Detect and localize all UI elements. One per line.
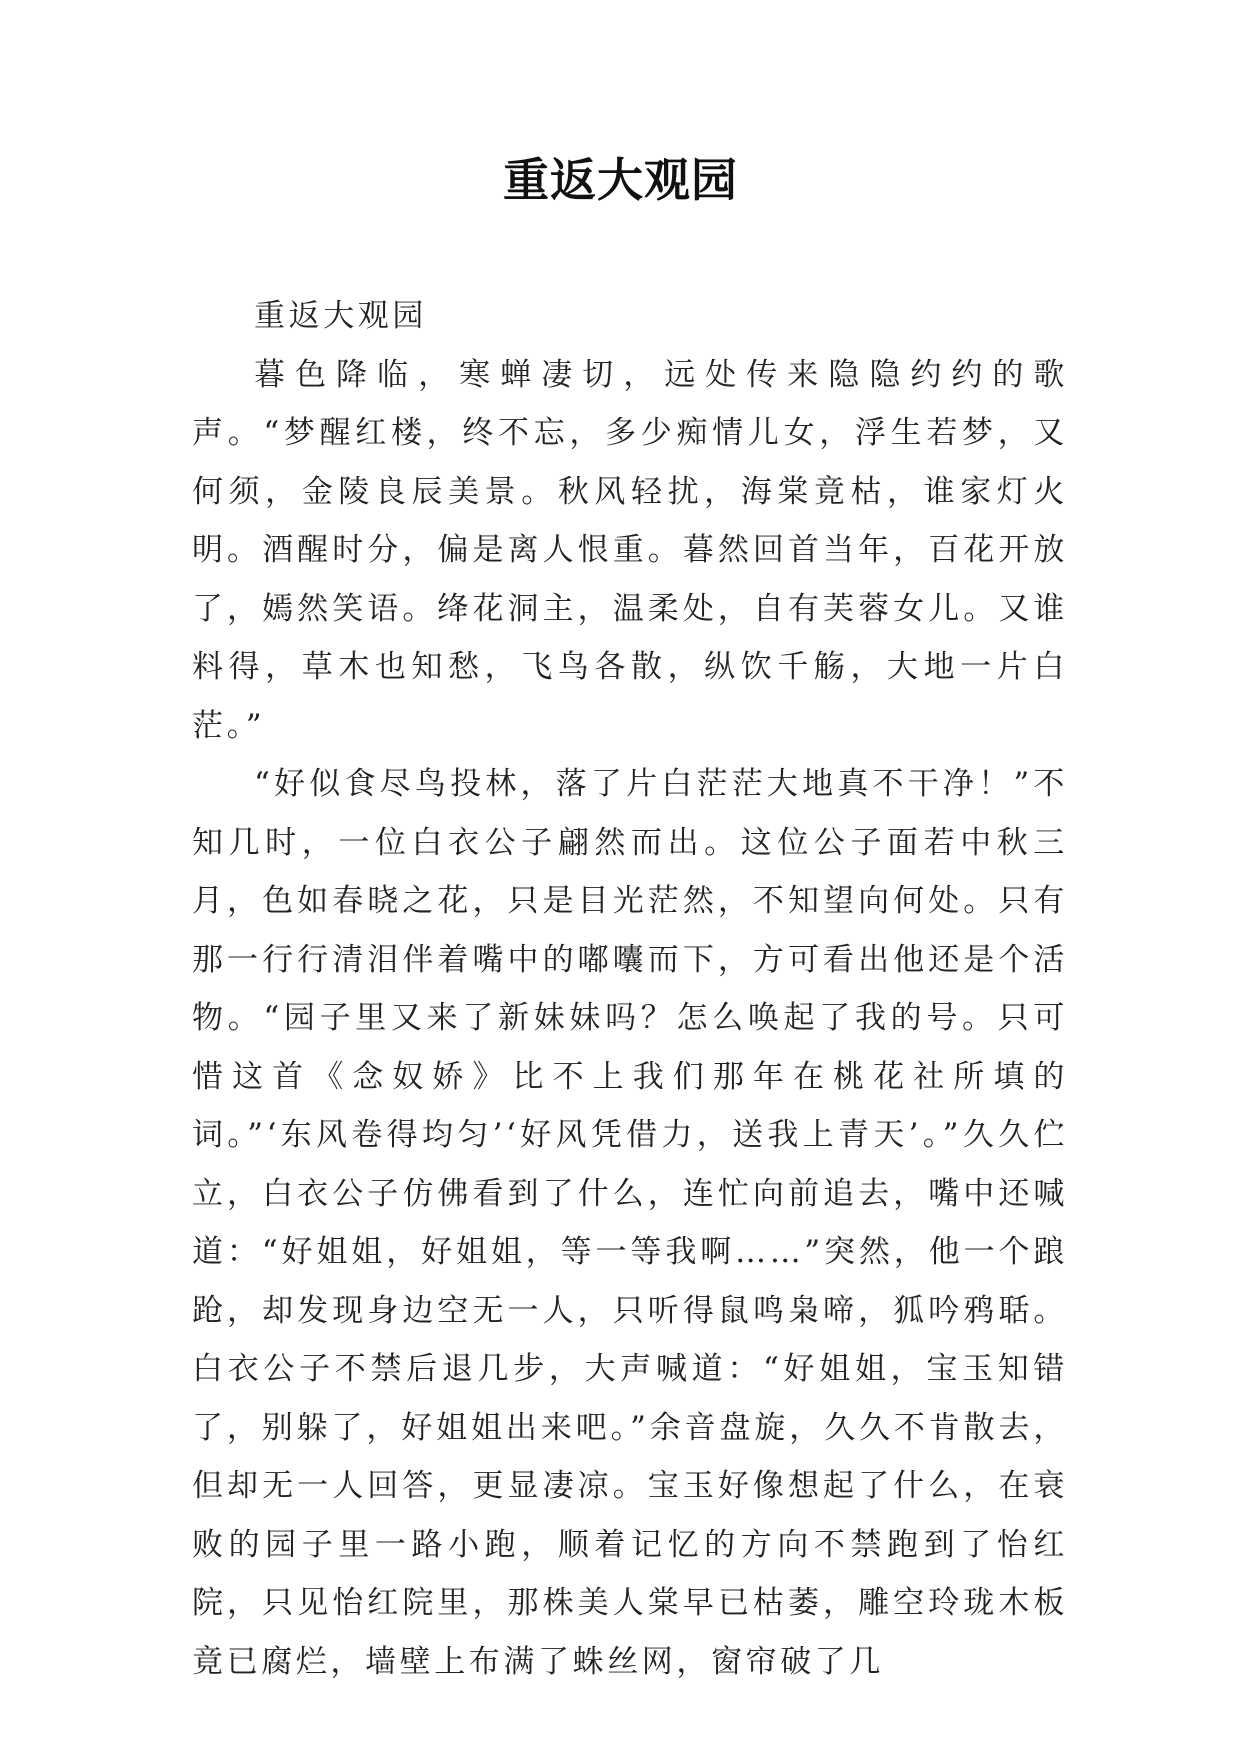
paragraph-heading: 重返大观园 bbox=[254, 298, 427, 334]
paragraph-2: “好似食尽鸟投林，落了片白茫茫大地真不干净！”不知几时，一位白衣公子翩然而出。这位公子面若中秋三月，色如春晓之花，只是目光茫然，不知望向何处。只有那一行行清泪伴着嘴中的嘟囔而下，方可看出他还是个活物。“园子里又来了新妹妹吗？怎么唤起了我的号。只可惜这首《念奴娇》比不上我们那年在桃花社所填的词。”‘东风卷得均匀’‘好风凭借力，送我上青天’。”久久伫立，白衣公子仿佛看到了什么，连忙向前追去，嘴中还喊道：“好姐姐，好姐姐，等一等我啊……”突然，他一个踉跄，却发现身边空无一人，只听得鼠鸣枭啼，狐吟鸦聒。白衣公子不禁后退几步，大声喊道：“好姐姐，宝玉知错了，别躲了，好姐姐出来吧。”余音盘旋，久久不肯散去，但却无一人回答，更显凄凉。宝玉好像想起了什么，在衰败的园子里一路小跑，顺着记忆的方向不禁跑到了怡红院，只见怡红院里，那株美人棠早已枯萎，雕空玲珑木板竟已腐烂，墙壁上布满了蛛丝网，窗帘破了几 bbox=[192, 766, 1068, 1680]
document-title: 重返大观园 bbox=[503, 153, 738, 207]
document-body bbox=[192, 287, 1068, 1691]
paragraph-1: 暮色降临，寒蝉凄切，远处传来隐隐约约的歌声。“梦醒红楼，终不忘，多少痴情儿女，浮生若梦，又何须，金陵良辰美景。秋风轻扰，海棠竟枯，谁家灯火明。酒醒时分，偏是离人恨重。暮然回首当年，百花开放了，嫣然笑语。绛花洞主，温柔处，自有芙蓉女儿。又谁料得，草木也知愁，飞鸟各散，纵饮千觞，大地一片白茫。” bbox=[192, 356, 1068, 744]
